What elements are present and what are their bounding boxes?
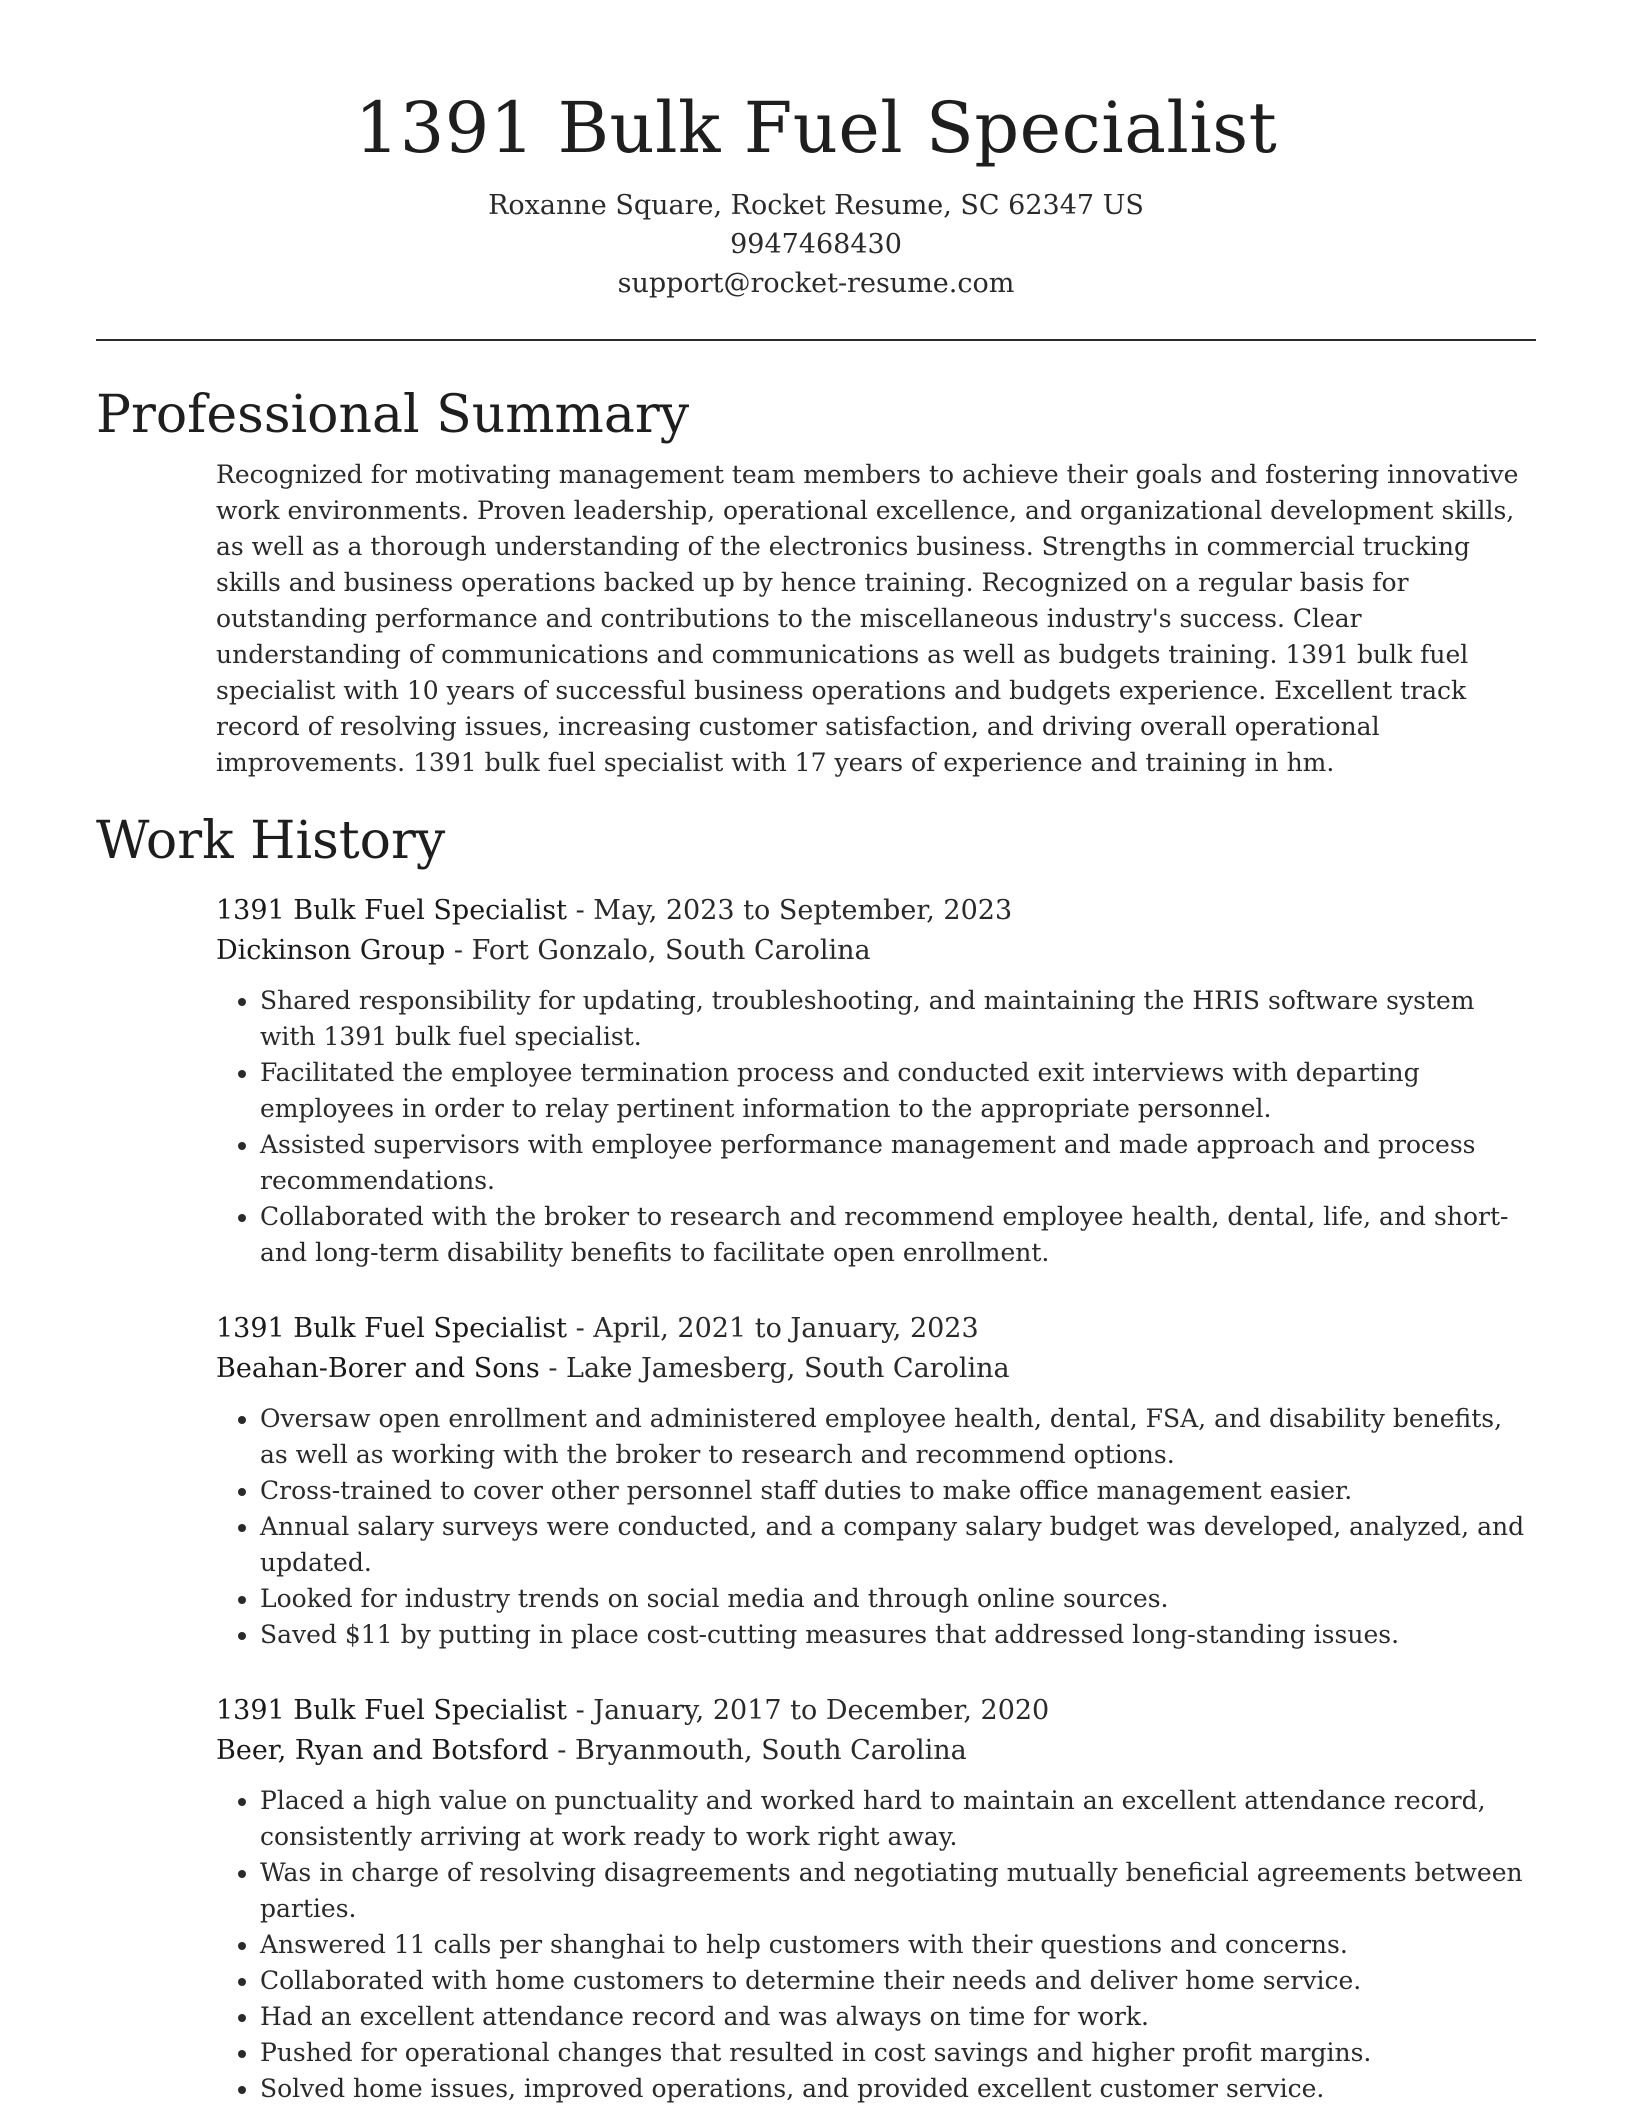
job-bullet: • Collaborated with the broker to research and recommend employee health, dental, life, and short- and long-term disability benefits to facilitate open enrollment.: [260, 1199, 1536, 1271]
job-location: - Bryanmouth, South Carolina: [548, 1735, 967, 1766]
job-bullet: • Annual salary surveys were conducted, and a company salary budget was developed, analyzed, and updated.: [260, 1509, 1536, 1581]
contact-block: [96, 186, 1536, 303]
work-history-list: [216, 891, 1536, 2107]
header-divider: [96, 339, 1536, 341]
job-bullet: • Saved $11 by putting in place cost-cutting measures that addressed long-standing issues.: [260, 1617, 1536, 1653]
job-location: - Lake Jamesberg, South Carolina: [539, 1353, 1010, 1384]
job-bullet: • Shared responsibility for updating, troubleshooting, and maintaining the HRIS software system with 1391 bulk fuel specialist.: [260, 983, 1536, 1055]
summary-text: Recognized for motivating management team members to achieve their goals and fostering innovative work environments. Proven leadership, operational excellence, and organizational development skills, as well as a thorough understanding of the electronics business. Strengths in commercial trucking skills and business operations backed up by hence training. Recognized on a regular basis for outstanding performance and contributions to the miscellaneous industry's success. Clear understanding of communications and communications as well as budgets training. 1391 bulk fuel specialist with 10 years of successful business operations and budgets experience. Excellent track record of resolving issues, increasing customer satisfaction, and driving overall operational improvements. 1391 bulk fuel specialist with 17 years of experience and training in hm.: [216, 460, 1519, 777]
job-entry: [216, 891, 1536, 1271]
job-company: Beer, Ryan and Botsford: [216, 1735, 549, 1766]
job-dates: - January, 2017 to December, 2020: [567, 1695, 1050, 1726]
job-entry: [216, 1309, 1536, 1653]
job-bullet: • Assisted supervisors with employee performance management and made approach and process recommendations.: [260, 1127, 1536, 1199]
job-bullet: • Looked for industry trends on social media and through online sources.: [260, 1581, 1536, 1617]
job-bullet: • Was in charge of resolving disagreements and negotiating mutually beneficial agreements between parties.: [260, 1855, 1536, 1927]
resume-header: [96, 0, 1536, 303]
contact-phone: 9947468430: [730, 229, 902, 260]
contact-address: Roxanne Square, Rocket Resume, SC 62347 US: [488, 190, 1144, 221]
job-title-line: [216, 891, 1536, 931]
job-company: Beahan-Borer and Sons: [216, 1353, 540, 1384]
job-company-line: [216, 931, 1536, 971]
work-history-heading: Work History: [96, 811, 446, 871]
job-company: Dickinson Group: [216, 935, 446, 966]
job-title-line: [216, 1309, 1536, 1349]
job-dates: - May, 2023 to September, 2023: [567, 895, 1013, 926]
summary-heading: Professional Summary: [96, 385, 690, 445]
contact-email: support@rocket-resume.com: [617, 268, 1015, 299]
job-location: - Fort Gonzalo, South Carolina: [445, 935, 871, 966]
job-company-line: [216, 1349, 1536, 1389]
job-title-line: [216, 1691, 1536, 1731]
job-bullet: • Pushed for operational changes that resulted in cost savings and higher profit margins.: [260, 2035, 1536, 2071]
job-role: 1391 Bulk Fuel Specialist: [216, 895, 568, 926]
candidate-name: 1391 Bulk Fuel Specialist: [354, 87, 1278, 169]
job-bullet: • Placed a high value on punctuality and worked hard to maintain an excellent attendance record, consistently arriving at work ready to work right away.: [260, 1783, 1536, 1855]
job-bullets: [216, 983, 1536, 1271]
job-bullet: • Cross-trained to cover other personnel staff duties to make office management easier.: [260, 1473, 1536, 1509]
job-dates: - April, 2021 to January, 2023: [567, 1313, 979, 1344]
job-role: 1391 Bulk Fuel Specialist: [216, 1313, 568, 1344]
job-bullet: • Facilitated the employee termination process and conducted exit interviews with departing employees in order to relay pertinent information to the appropriate personnel.: [260, 1055, 1536, 1127]
job-bullet: • Solved home issues, improved operations, and provided excellent customer service.: [260, 2071, 1536, 2107]
job-bullets: [216, 1401, 1536, 1653]
job-entry: [216, 1691, 1536, 2107]
job-role: 1391 Bulk Fuel Specialist: [216, 1695, 568, 1726]
job-bullet: • Answered 11 calls per shanghai to help customers with their questions and concerns.: [260, 1927, 1536, 1963]
job-bullet: • Collaborated with home customers to determine their needs and deliver home service.: [260, 1963, 1536, 1999]
job-bullet: • Had an excellent attendance record and was always on time for work.: [260, 1999, 1536, 2035]
job-bullet: • Oversaw open enrollment and administered employee health, dental, FSA, and disability benefits, as well as working with the broker to research and recommend options.: [260, 1401, 1536, 1473]
job-company-line: [216, 1731, 1536, 1771]
job-bullets: [216, 1783, 1536, 2107]
